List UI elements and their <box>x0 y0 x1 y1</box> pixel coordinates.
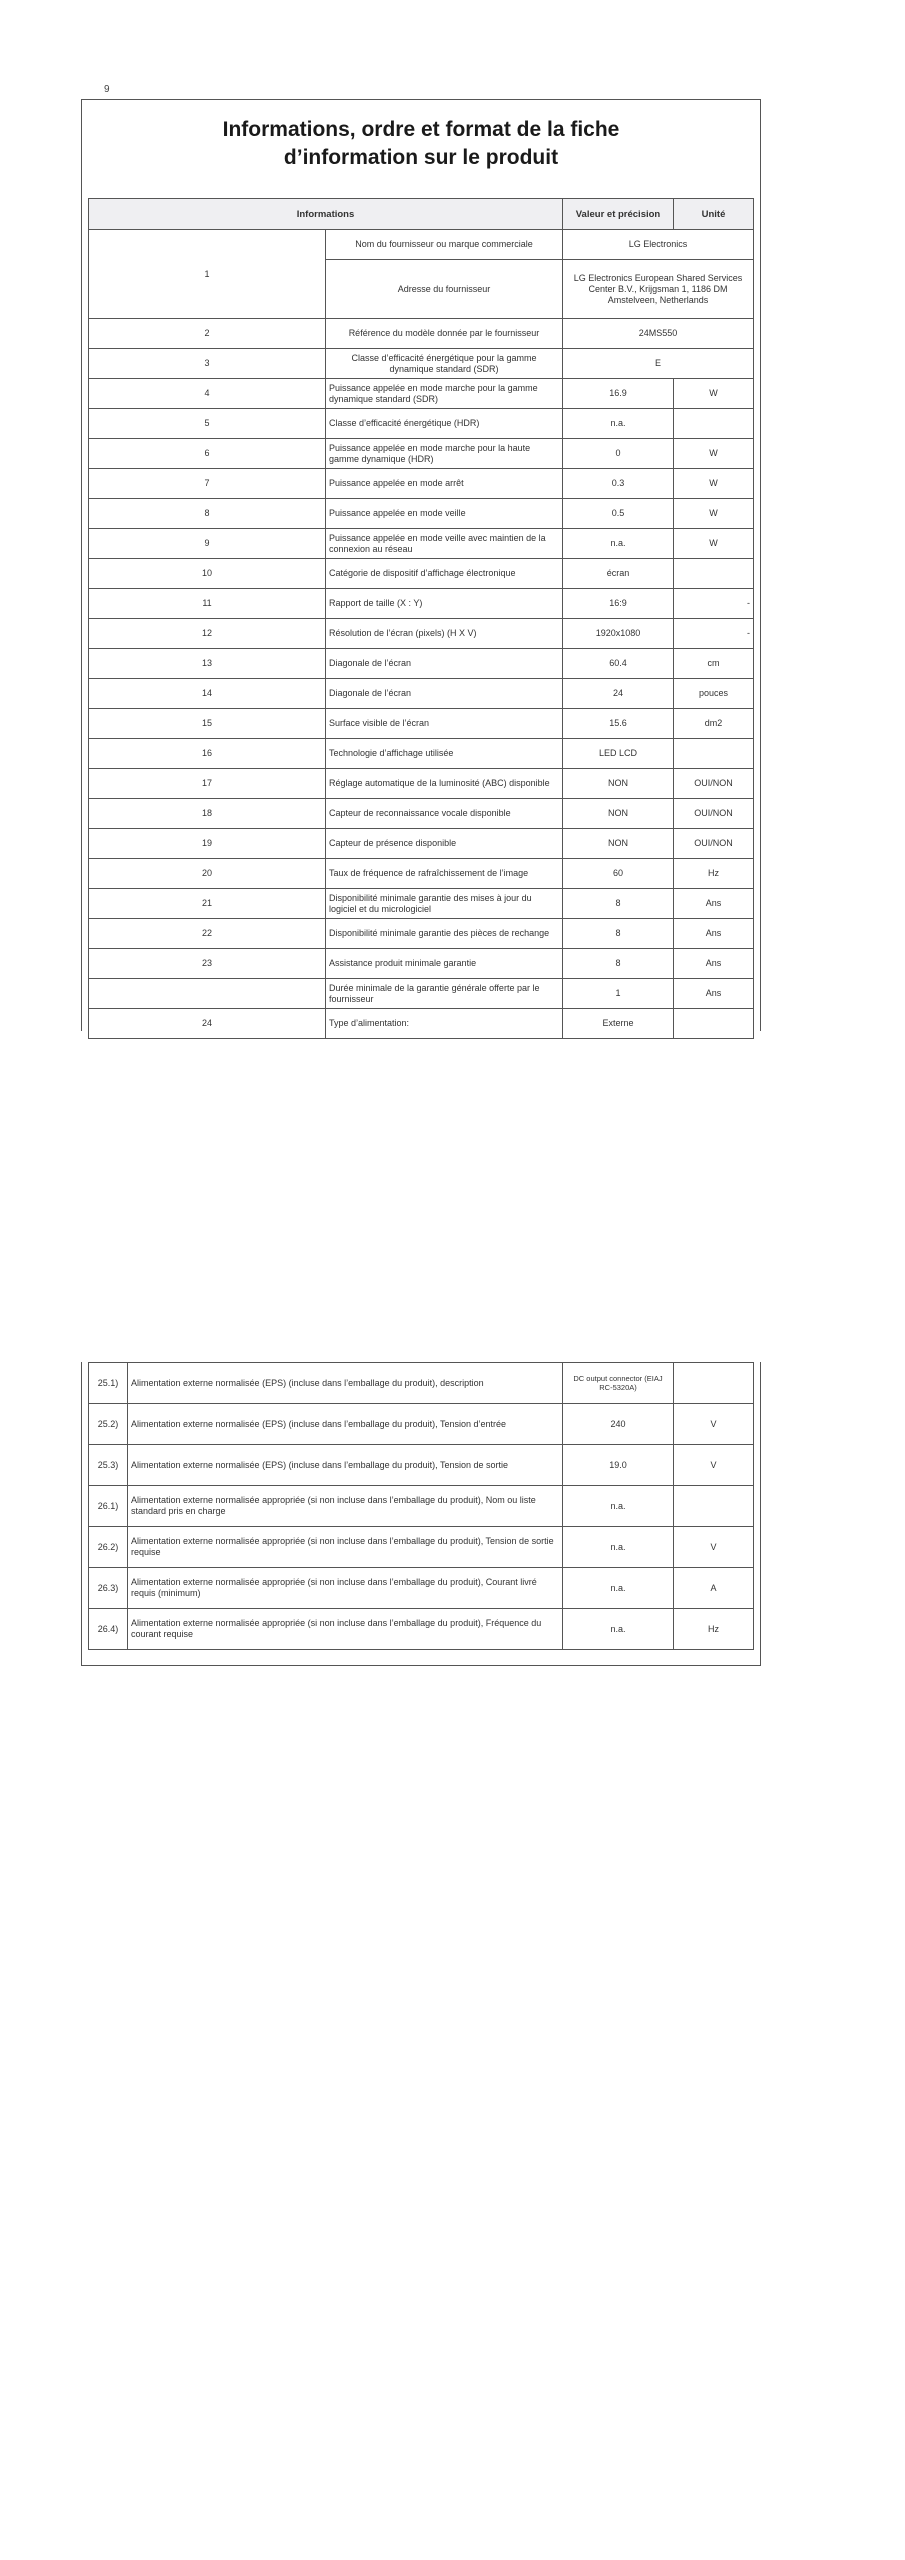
row-label: Disponibilité minimale garantie des mises à jour du logiciel et du micrologiciel <box>326 889 563 919</box>
row-label: Nom du fournisseur ou marque commerciale <box>326 230 563 260</box>
row-value: 24MS550 <box>563 319 754 349</box>
row-number: 25.2) <box>89 1404 128 1445</box>
row-value: 15.6 <box>563 709 674 739</box>
row-label: Référence du modèle donnée par le fournisseur <box>326 319 563 349</box>
row-number: 4 <box>89 379 326 409</box>
page-title <box>81 116 761 172</box>
row-number: 26.4) <box>89 1609 128 1650</box>
row-unit: Hz <box>674 1609 754 1650</box>
row-label: Capteur de présence disponible <box>326 829 563 859</box>
row-label: Diagonale de l’écran <box>326 679 563 709</box>
row-unit: OUI/NON <box>674 769 754 799</box>
row-value: 240 <box>563 1404 674 1445</box>
row-number: 9 <box>89 529 326 559</box>
row-label: Technologie d’affichage utilisée <box>326 739 563 769</box>
row-value: 8 <box>563 949 674 979</box>
row-value: LED LCD <box>563 739 674 769</box>
table-row <box>89 1363 754 1404</box>
row-value: 1920x1080 <box>563 619 674 649</box>
table-row <box>89 409 754 439</box>
table-row <box>89 859 754 889</box>
row-number: 2 <box>89 319 326 349</box>
row-label: Alimentation externe normalisée (EPS) (incluse dans l’emballage du produit), Tension d’entrée <box>128 1404 563 1445</box>
row-label: Alimentation externe normalisée (EPS) (incluse dans l’emballage du produit), description <box>128 1363 563 1404</box>
row-unit <box>674 409 754 439</box>
table-row <box>89 499 754 529</box>
row-value: 0.3 <box>563 469 674 499</box>
table-row <box>89 679 754 709</box>
row-number: 15 <box>89 709 326 739</box>
table-header-row <box>89 199 754 230</box>
row-unit: - <box>674 589 754 619</box>
row-value: 0.5 <box>563 499 674 529</box>
row-number: 8 <box>89 499 326 529</box>
row-value: n.a. <box>563 529 674 559</box>
row-label: Alimentation externe normalisée appropriée (si non incluse dans l’emballage du produit), Fréquence du courant requise <box>128 1609 563 1650</box>
table-row <box>89 1527 754 1568</box>
row-number: 26.2) <box>89 1527 128 1568</box>
row-number: 18 <box>89 799 326 829</box>
table-row <box>89 529 754 559</box>
row-unit: Ans <box>674 949 754 979</box>
row-number: 22 <box>89 919 326 949</box>
row-unit: W <box>674 499 754 529</box>
row-unit: OUI/NON <box>674 799 754 829</box>
row-label: Puissance appelée en mode marche pour la gamme dynamique standard (SDR) <box>326 379 563 409</box>
row-label: Alimentation externe normalisée appropriée (si non incluse dans l’emballage du produit), Nom ou liste standard pris en charge <box>128 1486 563 1527</box>
header-unit: Unité <box>674 199 754 230</box>
table-row <box>89 1486 754 1527</box>
row-label: Rapport de taille (X : Y) <box>326 589 563 619</box>
row-value: 16.9 <box>563 379 674 409</box>
row-value: n.a. <box>563 1568 674 1609</box>
row-number: 25.1) <box>89 1363 128 1404</box>
row-value: E <box>563 349 754 379</box>
power-supply-table <box>88 1362 754 1650</box>
row-unit: V <box>674 1527 754 1568</box>
row-value: DC output connector (EIAJ RC-5320A) <box>563 1363 674 1404</box>
table-row <box>89 230 754 260</box>
table-row <box>89 379 754 409</box>
table-row <box>89 979 754 1009</box>
row-unit: pouces <box>674 679 754 709</box>
row-value: 16:9 <box>563 589 674 619</box>
row-value: 0 <box>563 439 674 469</box>
row-label: Alimentation externe normalisée (EPS) (incluse dans l’emballage du produit), Tension de sortie <box>128 1445 563 1486</box>
header-informations: Informations <box>89 199 563 230</box>
product-info-table <box>88 198 754 1039</box>
row-value: 60.4 <box>563 649 674 679</box>
row-unit <box>674 1486 754 1527</box>
row-value: NON <box>563 769 674 799</box>
row-value: 24 <box>563 679 674 709</box>
row-unit <box>674 1363 754 1404</box>
table-row <box>89 619 754 649</box>
row-number: 3 <box>89 349 326 379</box>
row-label: Résolution de l’écran (pixels) (H X V) <box>326 619 563 649</box>
row-label: Taux de fréquence de rafraîchissement de l’image <box>326 859 563 889</box>
table-row <box>89 919 754 949</box>
row-number: 14 <box>89 679 326 709</box>
table-row <box>89 889 754 919</box>
row-unit: Ans <box>674 979 754 1009</box>
row-unit: A <box>674 1568 754 1609</box>
table-row <box>89 739 754 769</box>
page-number: 9 <box>104 84 110 95</box>
row-unit: W <box>674 529 754 559</box>
row-unit: W <box>674 379 754 409</box>
row-value: LG Electronics <box>563 230 754 260</box>
table-row <box>89 1445 754 1486</box>
row-value: LG Electronics European Shared Services Center B.V., Krijgsman 1, 1186 DM Amstelveen, Netherlands <box>563 260 754 319</box>
row-number: 13 <box>89 649 326 679</box>
row-value: NON <box>563 799 674 829</box>
row-value: n.a. <box>563 1486 674 1527</box>
row-value: n.a. <box>563 1527 674 1568</box>
row-unit: Hz <box>674 859 754 889</box>
row-value: Externe <box>563 1009 674 1039</box>
row-value: 19.0 <box>563 1445 674 1486</box>
row-unit: V <box>674 1404 754 1445</box>
row-number: 23 <box>89 949 326 979</box>
row-label: Puissance appelée en mode marche pour la haute gamme dynamique (HDR) <box>326 439 563 469</box>
table-row <box>89 439 754 469</box>
row-value: écran <box>563 559 674 589</box>
row-number: 17 <box>89 769 326 799</box>
row-unit <box>674 1009 754 1039</box>
row-number <box>89 979 326 1009</box>
row-label: Puissance appelée en mode veille avec maintien de la connexion au réseau <box>326 529 563 559</box>
row-number: 1 <box>89 230 326 319</box>
row-value: 60 <box>563 859 674 889</box>
row-label: Alimentation externe normalisée appropriée (si non incluse dans l’emballage du produit), Courant livré requis (minimum) <box>128 1568 563 1609</box>
row-label: Capteur de reconnaissance vocale disponible <box>326 799 563 829</box>
row-value: n.a. <box>563 409 674 439</box>
table-row <box>89 829 754 859</box>
table-row <box>89 1009 754 1039</box>
title-line-2: d’information sur le produit <box>283 146 559 169</box>
row-label: Classe d’efficacité énergétique pour la gamme dynamique standard (SDR) <box>326 349 563 379</box>
row-label: Adresse du fournisseur <box>326 260 563 319</box>
row-unit: W <box>674 469 754 499</box>
row-label: Diagonale de l’écran <box>326 649 563 679</box>
row-label: Catégorie de dispositif d’affichage électronique <box>326 559 563 589</box>
row-label: Durée minimale de la garantie générale offerte par le fournisseur <box>326 979 563 1009</box>
row-label: Réglage automatique de la luminosité (ABC) disponible <box>326 769 563 799</box>
row-unit: W <box>674 439 754 469</box>
row-value: 8 <box>563 919 674 949</box>
row-value: 8 <box>563 889 674 919</box>
row-unit: cm <box>674 649 754 679</box>
table-row <box>89 1609 754 1650</box>
row-number: 24 <box>89 1009 326 1039</box>
table-row <box>89 1568 754 1609</box>
table-row <box>89 709 754 739</box>
row-label: Classe d’efficacité énergétique (HDR) <box>326 409 563 439</box>
title-line-1: Informations, ordre et format de la fiche <box>222 118 620 141</box>
row-unit: - <box>674 619 754 649</box>
table-row <box>89 769 754 799</box>
row-number: 19 <box>89 829 326 859</box>
row-unit <box>674 559 754 589</box>
row-number: 26.3) <box>89 1568 128 1609</box>
table-row <box>89 559 754 589</box>
row-number: 21 <box>89 889 326 919</box>
row-number: 16 <box>89 739 326 769</box>
row-number: 11 <box>89 589 326 619</box>
row-unit <box>674 739 754 769</box>
row-label: Alimentation externe normalisée appropriée (si non incluse dans l’emballage du produit), Tension de sortie requise <box>128 1527 563 1568</box>
table-row <box>89 649 754 679</box>
row-label: Puissance appelée en mode arrêt <box>326 469 563 499</box>
row-value: NON <box>563 829 674 859</box>
row-number: 10 <box>89 559 326 589</box>
table-row <box>89 949 754 979</box>
table-row <box>89 1404 754 1445</box>
row-value: n.a. <box>563 1609 674 1650</box>
row-number: 6 <box>89 439 326 469</box>
row-unit: V <box>674 1445 754 1486</box>
row-unit: Ans <box>674 889 754 919</box>
row-label: Assistance produit minimale garantie <box>326 949 563 979</box>
row-unit: dm2 <box>674 709 754 739</box>
row-value: 1 <box>563 979 674 1009</box>
row-number: 26.1) <box>89 1486 128 1527</box>
row-unit: OUI/NON <box>674 829 754 859</box>
row-label: Puissance appelée en mode veille <box>326 499 563 529</box>
table-row <box>89 319 754 349</box>
table-row <box>89 349 754 379</box>
header-value: Valeur et précision <box>563 199 674 230</box>
row-number: 7 <box>89 469 326 499</box>
table-row <box>89 469 754 499</box>
table-row <box>89 589 754 619</box>
row-number: 5 <box>89 409 326 439</box>
row-label: Surface visible de l’écran <box>326 709 563 739</box>
row-label: Disponibilité minimale garantie des pièces de rechange <box>326 919 563 949</box>
row-label: Type d’alimentation: <box>326 1009 563 1039</box>
table-row <box>89 799 754 829</box>
row-number: 12 <box>89 619 326 649</box>
row-unit: Ans <box>674 919 754 949</box>
row-number: 25.3) <box>89 1445 128 1486</box>
row-number: 20 <box>89 859 326 889</box>
